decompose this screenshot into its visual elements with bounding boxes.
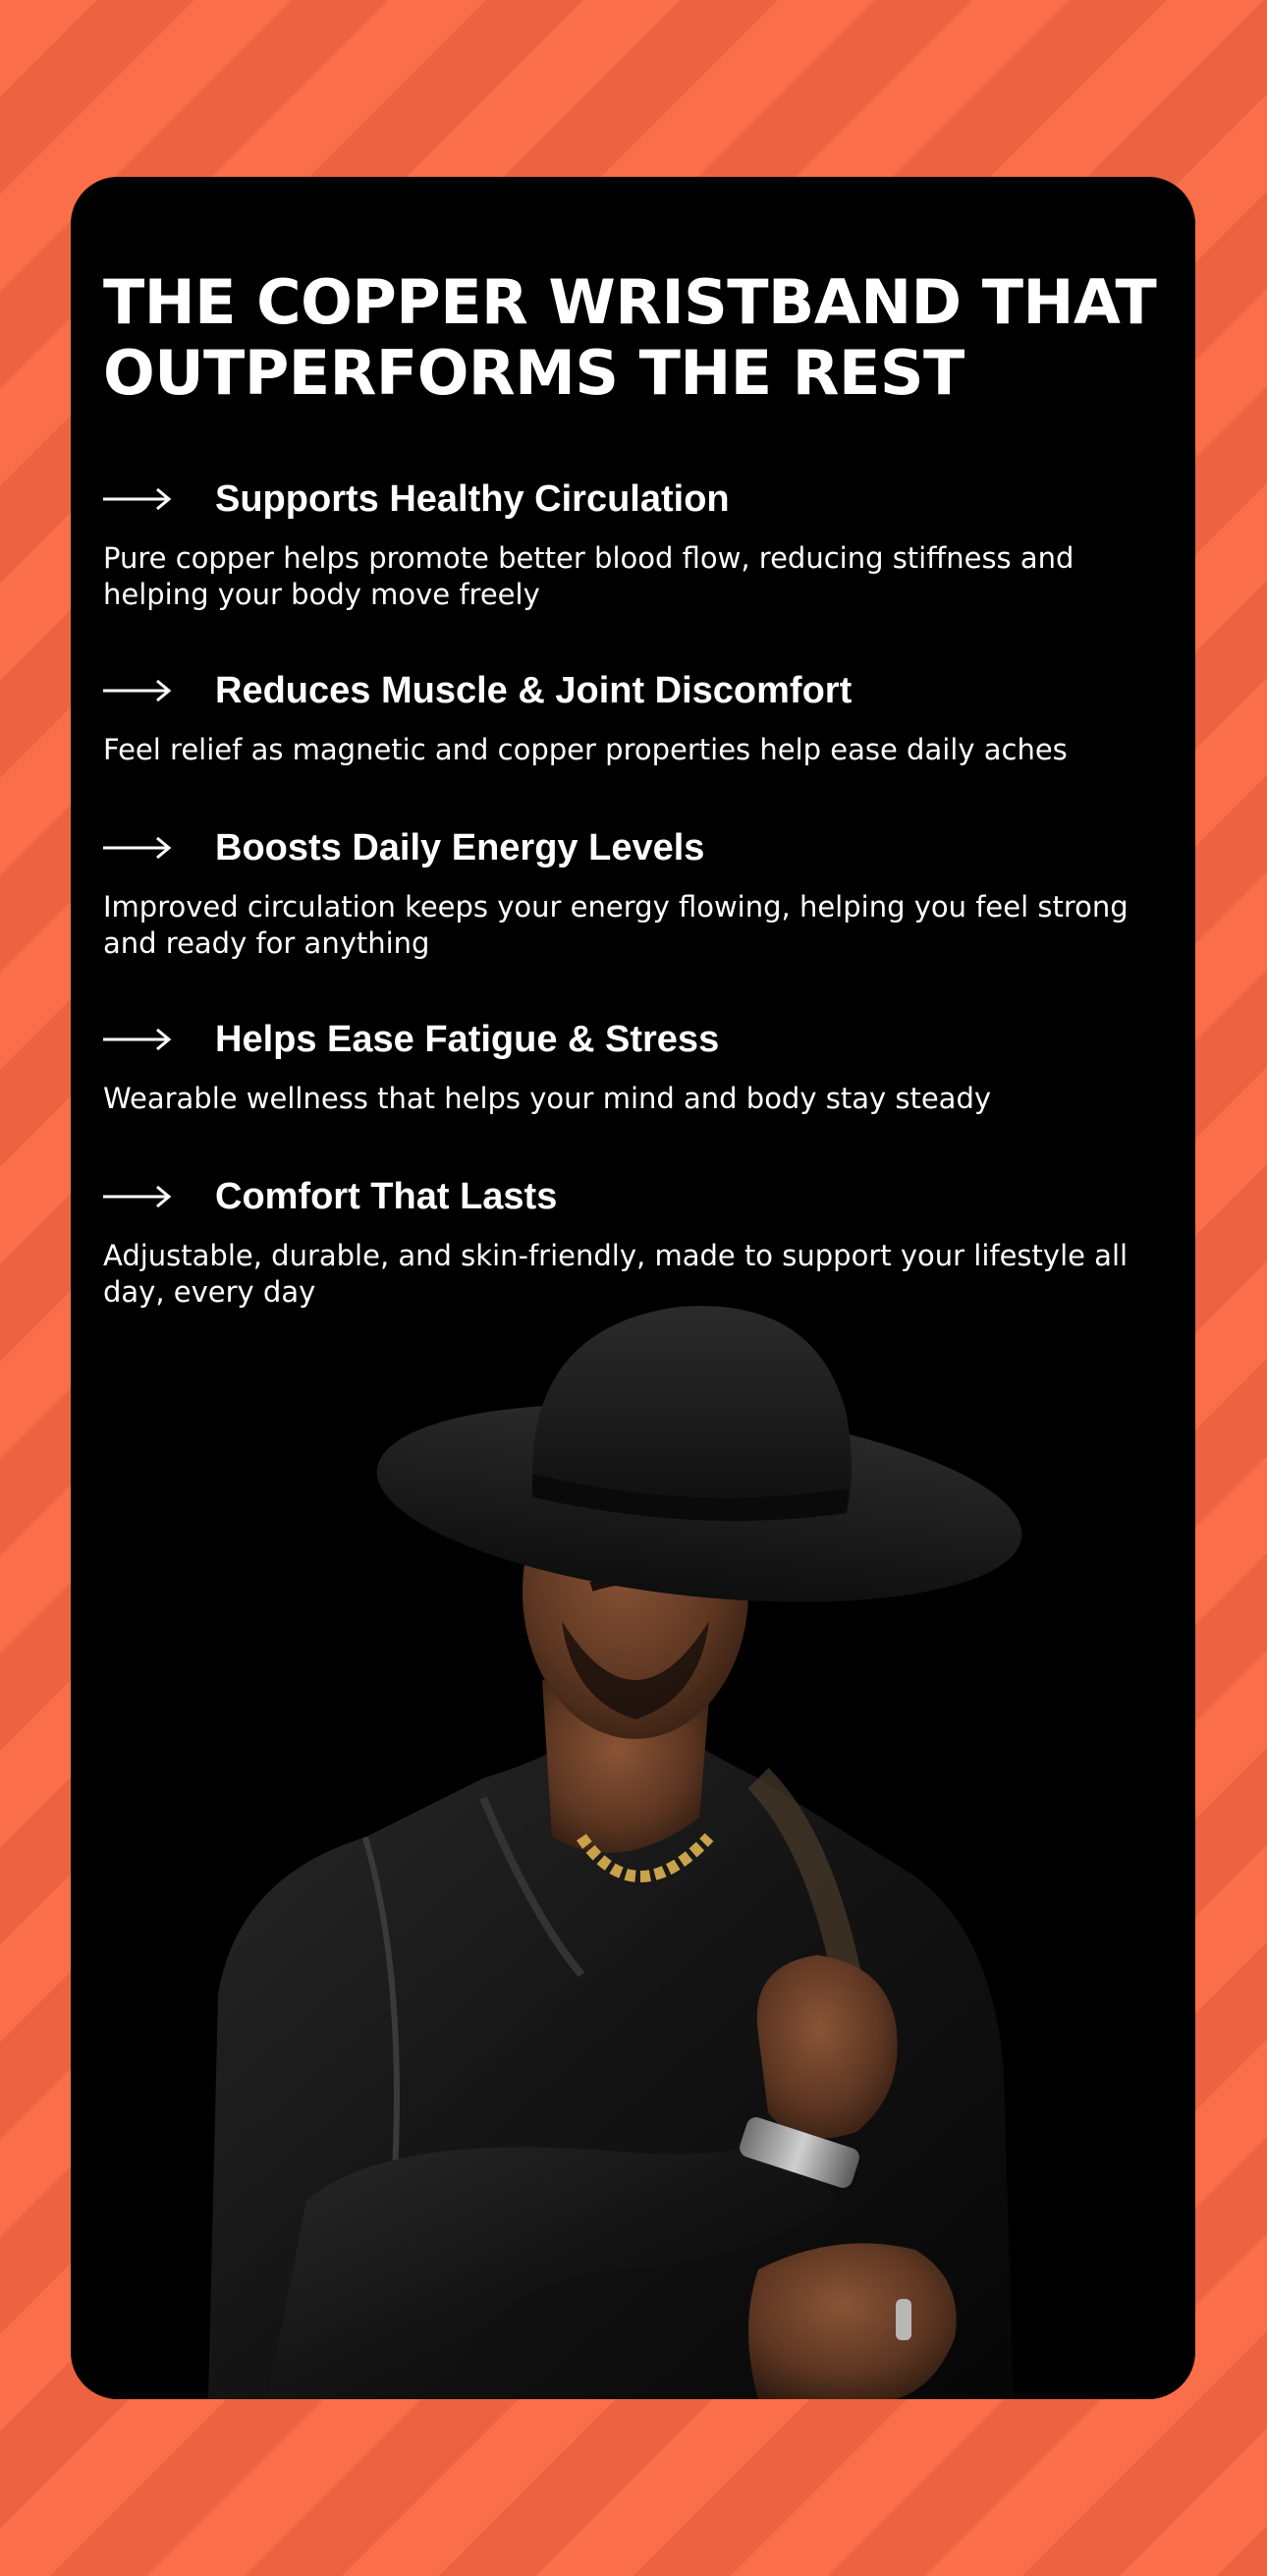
feature-item bbox=[103, 663, 1164, 768]
feature-item bbox=[103, 1012, 1164, 1117]
feature-header bbox=[103, 820, 1164, 875]
arrow-right-icon bbox=[103, 1183, 172, 1210]
arrow-right-icon bbox=[103, 677, 172, 704]
feature-description: Wearable wellness that helps your mind and body stay steady bbox=[103, 1082, 992, 1115]
feature-description: Pure copper helps promote better blood flow, reducing stiffness and helping your body move freely bbox=[103, 541, 1074, 611]
arrow-right-icon bbox=[103, 1026, 172, 1053]
feature-title: Helps Ease Fatigue & Stress bbox=[215, 1019, 720, 1060]
feature-item bbox=[103, 472, 1164, 613]
feature-title: Reduces Muscle & Joint Discomfort bbox=[215, 670, 853, 711]
arrow-right-icon bbox=[103, 834, 172, 862]
feature-description: Feel relief as magnetic and copper properties help ease daily aches bbox=[103, 733, 1068, 766]
arrow-right-icon bbox=[103, 485, 172, 513]
feature-header bbox=[103, 472, 1164, 527]
feature-title: Comfort That Lasts bbox=[215, 1176, 558, 1217]
headline: THE COPPER WRISTBAND THAT OUTPERFORMS THE REST bbox=[103, 266, 1157, 409]
feature-header bbox=[103, 1012, 1164, 1067]
feature-header bbox=[103, 663, 1164, 718]
feature-header bbox=[103, 1169, 1164, 1224]
feature-item bbox=[103, 820, 1164, 962]
benefits-card bbox=[71, 177, 1195, 2399]
feature-title: Boosts Daily Energy Levels bbox=[215, 827, 705, 868]
feature-title: Supports Healthy Circulation bbox=[215, 478, 730, 520]
feature-description: Adjustable, durable, and skin-friendly, made to support your lifestyle all day, every day bbox=[103, 1239, 1129, 1309]
model-photo bbox=[71, 1287, 1195, 2399]
feature-description: Improved circulation keeps your energy flowing, helping you feel strong and ready for anything bbox=[103, 890, 1129, 960]
